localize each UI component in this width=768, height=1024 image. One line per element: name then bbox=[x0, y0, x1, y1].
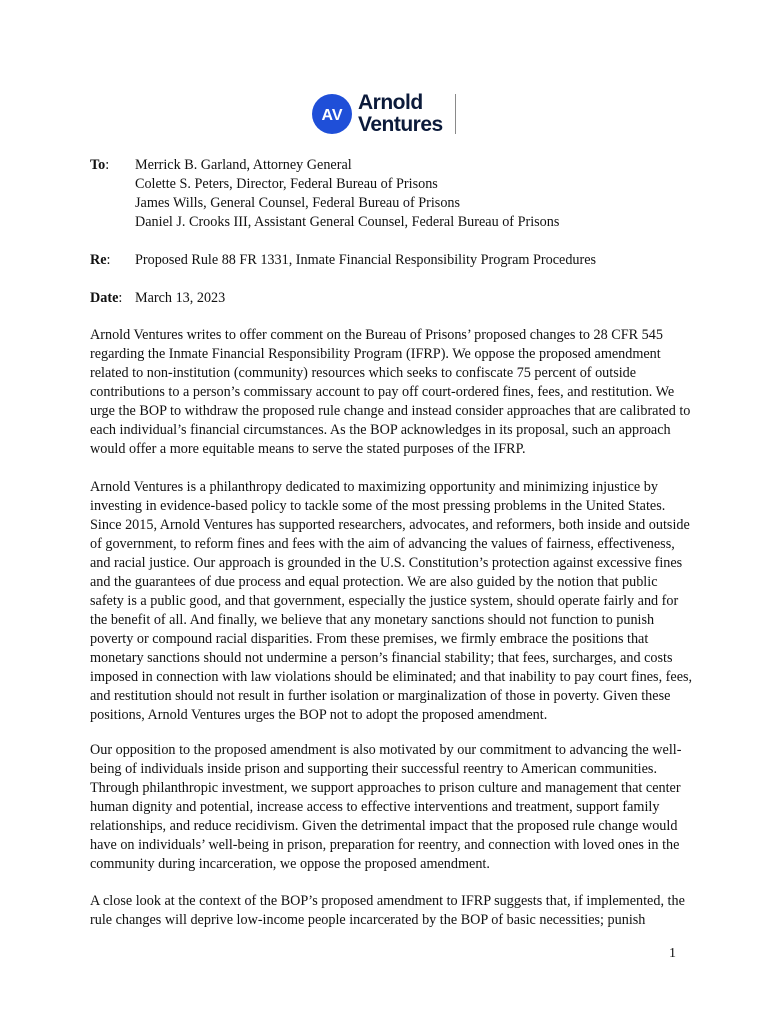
recipient-line: Merrick B. Garland, Attorney General bbox=[135, 157, 352, 173]
date-value: March 13, 2023 bbox=[135, 290, 226, 306]
logo-word-line1: Arnold bbox=[358, 91, 423, 114]
re-label: Re: bbox=[90, 252, 111, 268]
body-paragraph-4 bbox=[90, 892, 690, 930]
logo-divider bbox=[455, 94, 456, 134]
text-line: and the guarantees of due process and equal protection. We are also guided by the notion that public bbox=[90, 574, 658, 590]
text-line: have on individuals’ well-being in prison, preparation for reentry, and connection with loved ones in the bbox=[90, 837, 680, 853]
text-line: contributions to a person’s commissary account to pay off court-ordered fines, fees, and restitution. We bbox=[90, 384, 675, 400]
logo-word-line2: Ventures bbox=[358, 113, 443, 136]
to-recipients bbox=[135, 156, 559, 232]
text-line: Arnold Ventures writes to offer comment on the Bureau of Prisons’ proposed changes to 28 CFR 545 bbox=[90, 327, 663, 343]
text-line: relationships, and reduce recidivism. Given the detrimental impact that the proposed rule change would bbox=[90, 818, 678, 834]
text-line: rule changes will deprive low-income people incarcerated by the BOP of basic necessities; punish bbox=[90, 912, 646, 928]
text-line: regarding the Inmate Financial Responsibility Program (IFRP). We oppose the proposed amendment bbox=[90, 346, 661, 362]
text-line: would offer a more equitable means to serve the stated purposes of the IFRP. bbox=[90, 441, 526, 457]
text-line: being of individuals inside prison and supporting their successful reentry to American communities. bbox=[90, 761, 657, 777]
to-label: To: bbox=[90, 157, 110, 173]
text-line: investing in evidence-based policy to tackle some of the most pressing problems in the United States. bbox=[90, 498, 666, 514]
text-line: safety is a public good, and that government, especially the justice system, should operate fairly and for bbox=[90, 593, 679, 609]
page-number: 1 bbox=[669, 946, 676, 961]
text-line: Our opposition to the proposed amendment is also motivated by our commitment to advancing the well- bbox=[90, 742, 682, 758]
body-paragraph-2 bbox=[90, 478, 693, 725]
text-line: the benefit of all. And finally, we believe that any monetary sanctions should not function to punish bbox=[90, 612, 655, 628]
text-line: Since 2015, Arnold Ventures has supported researchers, advocates, and reformers, both inside and outside bbox=[90, 517, 690, 533]
text-line: poverty or compound racial disparities. From these premises, we firmly embrace the positions that bbox=[90, 631, 649, 647]
text-line: each individual’s financial circumstances. As the BOP acknowledges in its proposal, such an approach bbox=[90, 422, 671, 438]
text-line: and restitution should not result in further isolation or marginalization of those in poverty. Given these bbox=[90, 688, 671, 704]
text-line: monetary sanctions should not undermine a person’s financial stability; that fees, surcharges, and costs bbox=[90, 650, 673, 666]
re-subject: Proposed Rule 88 FR 1331, Inmate Financial Responsibility Program Procedures bbox=[135, 252, 597, 268]
av-logo-mark-icon bbox=[312, 94, 352, 134]
body-paragraph-1 bbox=[90, 326, 690, 459]
text-line: imposed in connection with law violations should be eliminated; and that inability to pay court fines, fees, bbox=[90, 669, 693, 685]
recipient-line: Daniel J. Crooks III, Assistant General Counsel, Federal Bureau of Prisons bbox=[135, 214, 560, 230]
text-line: Through philanthropic investment, we support approaches to prison culture and management that center bbox=[90, 780, 681, 796]
text-line: human dignity and potential, increase access to effective interventions and treatment, support family bbox=[90, 799, 660, 815]
body-paragraph-3 bbox=[90, 741, 690, 874]
recipient-line: Colette S. Peters, Director, Federal Bureau of Prisons bbox=[135, 176, 438, 192]
text-line: of government, to reform fines and fees with the aim of advancing the values of fairness, effectiveness, bbox=[90, 536, 675, 552]
text-line: A close look at the context of the BOP’s proposed amendment to IFRP suggests that, if implemented, the bbox=[90, 893, 685, 909]
text-line: related to non-institution (community) resources which seeks to confiscate 75 percent of outside bbox=[90, 365, 637, 381]
logo-mark-text: AV bbox=[321, 107, 343, 124]
arnold-ventures-logo bbox=[312, 92, 462, 138]
text-line: positions, Arnold Ventures urges the BOP not to adopt the proposed amendment. bbox=[90, 707, 548, 723]
recipient-line: James Wills, General Counsel, Federal Bureau of Prisons bbox=[135, 195, 461, 211]
text-line: Arnold Ventures is a philanthropy dedicated to maximizing opportunity and minimizing injustice by bbox=[90, 479, 658, 495]
date-label: Date: bbox=[90, 290, 123, 306]
text-line: urge the BOP to withdraw the proposed rule change and instead consider approaches that are calibrated to bbox=[90, 403, 691, 419]
text-line: community during incarceration, we oppose the proposed amendment. bbox=[90, 856, 490, 872]
text-line: and racial justice. Our approach is grounded in the U.S. Constitution’s protection against excessive fines bbox=[90, 555, 683, 571]
